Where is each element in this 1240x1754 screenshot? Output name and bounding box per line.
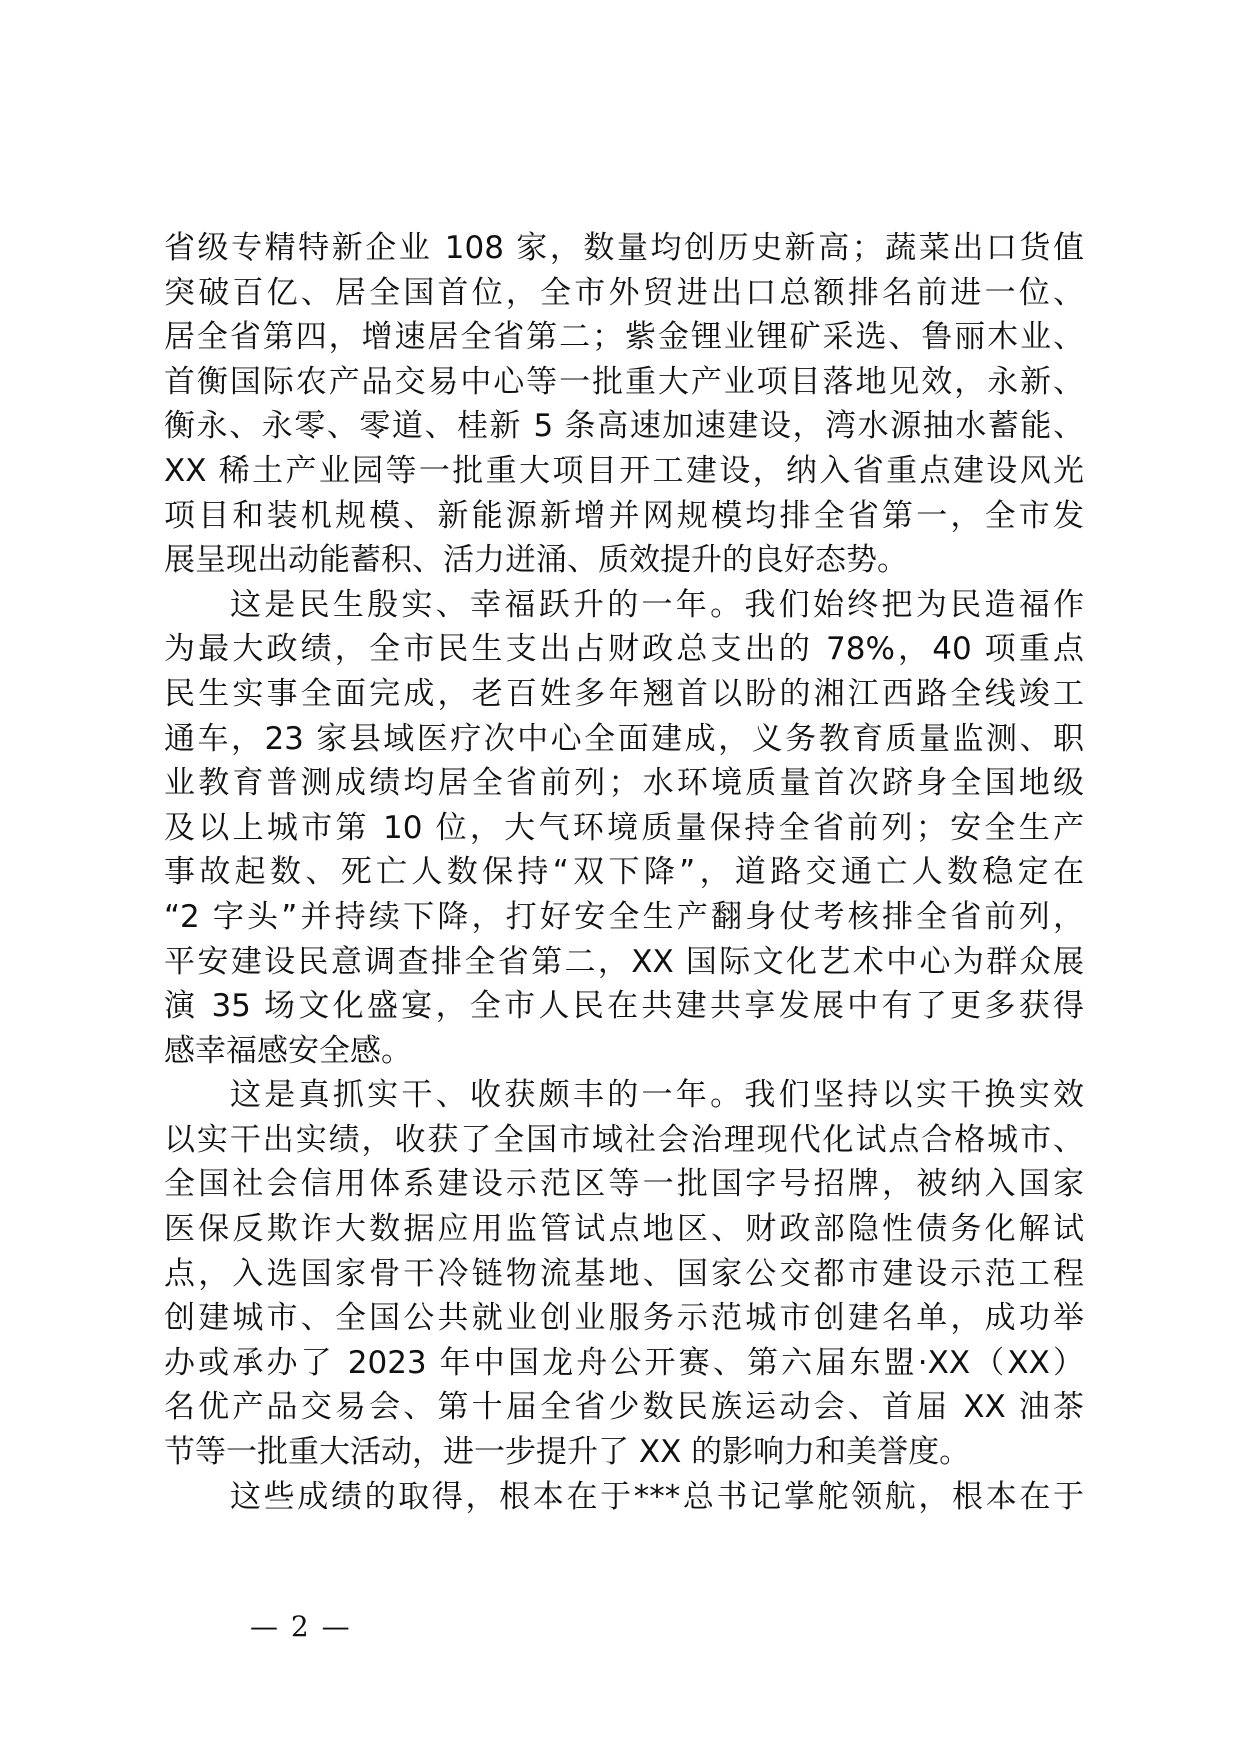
text-line: “2 字头”并持续下降，打好安全生产翻身仗考核排全省前列， <box>164 898 1084 935</box>
paragraph-2 <box>164 583 1084 1074</box>
text-line: 居全省第四，增速居全省第二；紫金锂业锂矿采选、鲁丽木业、 <box>164 319 1084 356</box>
text-line: 医保反欺诈大数据应用监管试点地区、财政部隐性债务化解试 <box>164 1211 1084 1248</box>
paragraph-4 <box>164 1475 1084 1520</box>
text-line: 民生实事全面完成，老百姓多年翘首以盼的湘江西路全线竣工 <box>164 675 1084 712</box>
text-line: 通车，23 家县域医疗次中心全面建成，义务教育质量监测、职 <box>164 720 1084 757</box>
text-line: 办或承办了 2023 年中国龙舟公开赛、第六届东盟·XX（XX） <box>164 1344 1084 1381</box>
text-line: 为最大政绩，全市民生支出占财政总支出的 78%，40 项重点 <box>164 631 1084 668</box>
paragraph-1 <box>164 226 1084 583</box>
text-line: 演 35 场文化盛宴，全市人民在共建共享发展中有了更多获得 <box>164 988 1084 1025</box>
text-line: 突破百亿、居全国首位，全市外贸进出口总额排名前进一位、 <box>164 274 1084 311</box>
text-line: 及以上城市第 10 位，大气环境质量保持全省前列；安全生产 <box>164 809 1084 846</box>
text-line: 这些成绩的取得，根本在于***总书记掌舵领航，根本在于 <box>230 1478 1084 1515</box>
text-line: 名优产品交易会、第十届全省少数民族运动会、首届 XX 油茶 <box>164 1389 1084 1426</box>
text-line: 以实干出实绩，收获了全国市域社会治理现代化试点合格城市、 <box>164 1121 1084 1158</box>
text-line: 创建城市、全国公共就业创业服务示范城市创建名单，成功举 <box>164 1300 1084 1337</box>
text-line: 这是真抓实干、收获颇丰的一年。我们坚持以实干换实效 <box>230 1077 1084 1114</box>
text-line: 点，入选国家骨干冷链物流基地、国家公交都市建设示范工程 <box>164 1255 1084 1292</box>
text-line: 这是民生殷实、幸福跃升的一年。我们始终把为民造福作 <box>230 586 1084 623</box>
text-line: 项目和装机规模、新能源新增并网规模均排全省第一，全市发 <box>164 497 1084 534</box>
text-line: 展呈现出动能蓄积、活力迸涌、质效提升的良好态势。 <box>164 542 908 579</box>
text-line: 全国社会信用体系建设示范区等一批国字号招牌，被纳入国家 <box>164 1166 1084 1203</box>
page-number: — 2 — <box>250 1610 352 1643</box>
text-line: 业教育普测成绩均居全省前列；水环境质量首次跻身全国地级 <box>164 765 1084 802</box>
body-text <box>164 226 1084 1519</box>
text-line: 感幸福感安全感。 <box>164 1032 412 1069</box>
text-line: 首衡国际农产品交易中心等一批重大产业项目落地见效，永新、 <box>164 363 1084 400</box>
text-line: 省级专精特新企业 108 家，数量均创历史新高；蔬菜出口货值 <box>164 230 1084 266</box>
text-line: 事故起数、死亡人数保持“双下降”，道路交通亡人数稳定在 <box>164 854 1084 891</box>
text-line: 衡永、永零、零道、桂新 5 条高速加速建设，湾水源抽水蓄能、 <box>164 408 1084 445</box>
text-line: 节等一批重大活动，进一步提升了 XX 的影响力和美誉度。 <box>164 1434 971 1471</box>
text-line: 平安建设民意调查排全省第二，XX 国际文化艺术中心为群众展 <box>164 943 1084 980</box>
text-line: XX 稀土产业园等一批重大项目开工建设，纳入省重点建设风光 <box>164 452 1084 489</box>
paragraph-3 <box>164 1073 1084 1474</box>
